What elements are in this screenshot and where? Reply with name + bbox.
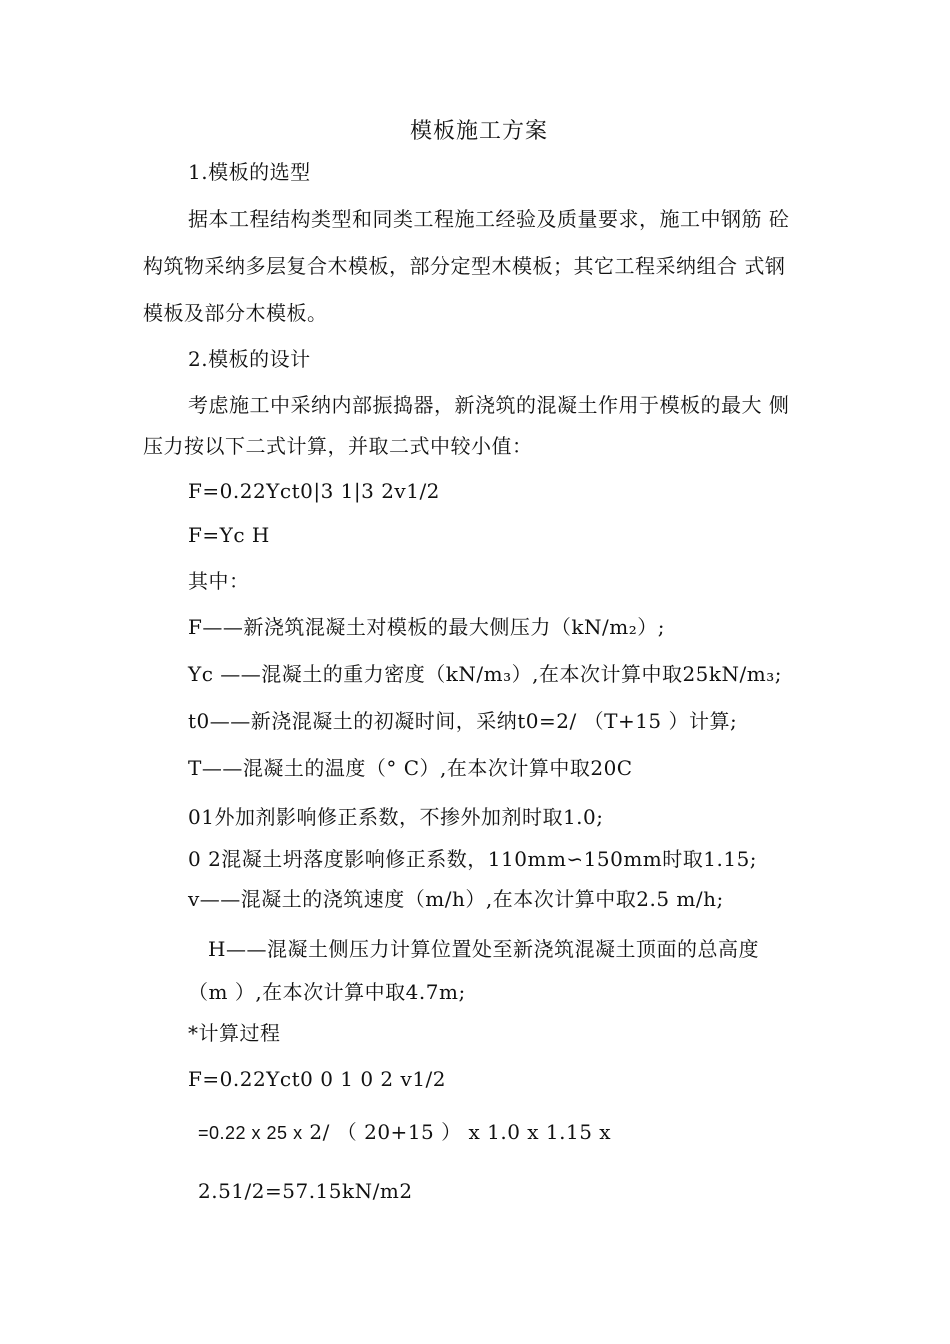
where-label: 其中： — [188, 569, 250, 593]
paragraph-line: 压力按以下二式计算，并取二式中较小值： — [143, 434, 533, 458]
calc-step-prefix: =0.22 x 25 x — [198, 1123, 303, 1143]
paragraph-line: 据本工程结构类型和同类工程施工经验及质量要求，施工中钢筋 砼 — [188, 207, 790, 231]
calc-step-line — [198, 1118, 611, 1147]
page-title: 模板施工方案 — [410, 119, 549, 144]
definition-line: T——混凝土的温度（° C）,在本次计算中取20C — [188, 756, 633, 780]
calc-heading: *计算过程 — [188, 1021, 281, 1045]
section-heading-2: 2.模板的设计 — [188, 347, 311, 371]
formula-line: F=0.22Yct0|3 1|3 2v1/2 — [188, 479, 440, 503]
calc-step-suffix: 2/ （ 20+15 ） x 1.0 x 1.15 x — [302, 1120, 612, 1144]
calc-formula: F=0.22Yct0 0 1 0 2 v1/2 — [188, 1067, 447, 1091]
paragraph-line: 考虑施工中采纳内部振捣器，新浇筑的混凝土作用于模板的最大 侧 — [188, 393, 790, 417]
definition-line: Yc ——混凝土的重力密度（kN/m₃）,在本次计算中取25kN/m₃; — [188, 662, 782, 686]
paragraph-line: 模板及部分木模板。 — [143, 301, 328, 325]
definition-line: F——新浇筑混凝土对模板的最大侧压力（kN/m₂）; — [188, 615, 665, 639]
definition-line: v——混凝土的浇筑速度（m/h）,在本次计算中取2.5 m/h; — [188, 887, 724, 911]
definition-line: t0——新浇混凝土的初凝时间，采纳t0=2/ （T+15 ）计算; — [188, 709, 738, 733]
definition-line: H——混凝土侧压力计算位置处至新浇筑混凝土顶面的总高度 — [208, 937, 759, 961]
paragraph-line: 构筑物采纳多层复合木模板，部分定型木模板；其它工程采纳组合 式钢 — [143, 254, 786, 278]
definition-line: （m ）,在本次计算中取4.7m; — [188, 980, 466, 1004]
formula-line: F=Yc H — [188, 523, 270, 547]
definition-line: 0 2混凝土坍落度影响修正系数，110mm∽150mm时取1.15; — [188, 847, 758, 871]
definition-line: 01外加剂影响修正系数，不掺外加剂时取1.0; — [188, 805, 604, 829]
section-heading-1: 1.模板的选型 — [188, 160, 311, 184]
calc-result-line: 2.51/2=57.15kN/m2 — [198, 1179, 413, 1203]
